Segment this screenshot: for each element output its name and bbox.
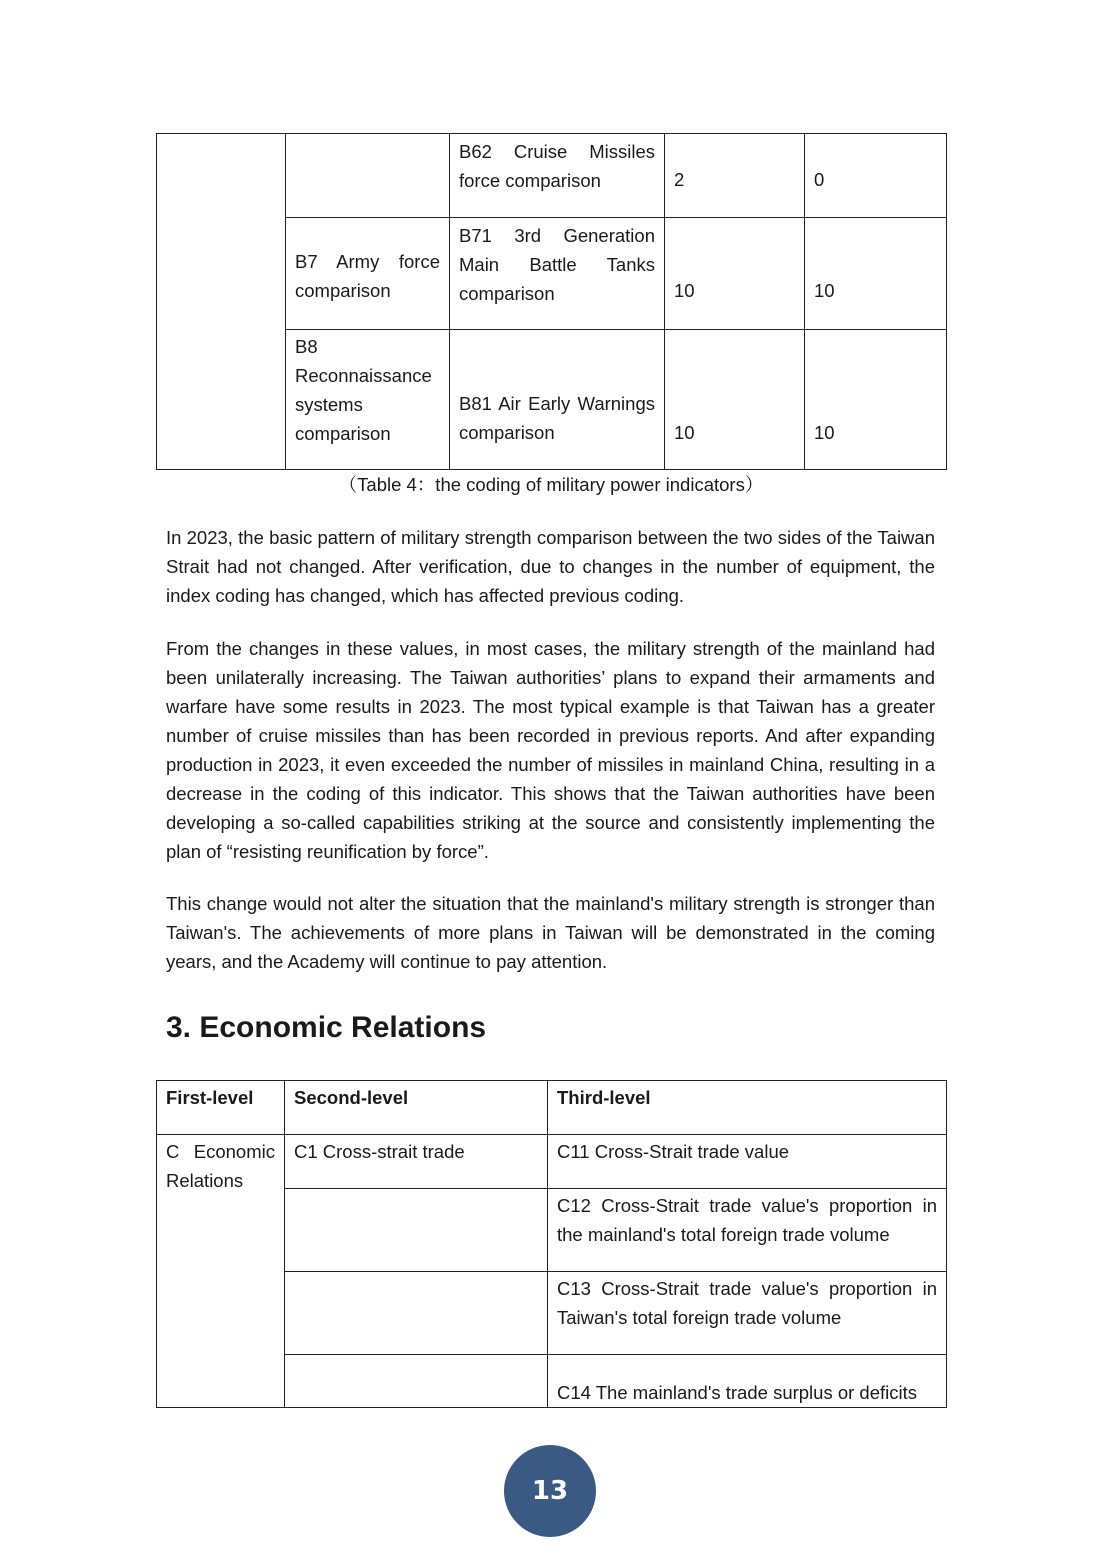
second-level-cell: [285, 1272, 548, 1355]
table-row: [157, 134, 947, 218]
table-header-row: [157, 1081, 947, 1135]
second-level-cell: [285, 1355, 548, 1408]
third-level-cell: C11 Cross-Strait trade value: [548, 1135, 947, 1189]
military-indicators-table: [156, 133, 947, 470]
third-level-cell: C12 Cross-Strait trade value's proportion in the mainland's total foreign trade volume: [548, 1189, 947, 1272]
value-cell: 10: [665, 218, 805, 330]
second-level-cell: [286, 134, 450, 218]
first-level-cell: [157, 134, 286, 470]
value-cell: 2: [665, 134, 805, 218]
value-cell: 0: [805, 134, 947, 218]
first-level-cell: C Economic Relations: [157, 1135, 285, 1408]
body-paragraph: From the changes in these values, in most cases, the military strength of the mainland had been unilaterally increasing. The Taiwan authorities’ plans to expand their armaments and warfare have some results in 2023. The most typical example is that Taiwan has a greater number of cruise missiles than has been recorded in previous reports. And after expanding production in 2023, it even exceeded the number of missiles in mainland China, resulting in a decrease in the coding of this indicator. This shows that the Taiwan authorities have been developing a so-called capabilities striking at the source and consistently implementing the plan of “resisting reunification by force”.: [166, 638, 935, 862]
body-paragraph: In 2023, the basic pattern of military strength comparison between the two sides of the Taiwan Strait had not changed. After verification, due to changes in the number of equipment, the index coding has changed, which has affected previous coding.: [166, 527, 935, 606]
third-level-cell: B62 Cruise Missiles force comparison: [450, 134, 665, 218]
section-heading: 3. Economic Relations: [166, 1011, 487, 1044]
third-level-cell: C13 Cross-Strait trade value's proportion in Taiwan's total foreign trade volume: [548, 1272, 947, 1355]
table-caption: （Table 4：the coding of military power indicators）: [338, 474, 764, 495]
table-row: [157, 1135, 947, 1189]
second-level-cell: B7 Army force comparison: [286, 218, 450, 330]
second-level-cell: [285, 1189, 548, 1272]
second-level-cell: C1 Cross-strait trade: [285, 1135, 548, 1189]
value-cell: 10: [805, 218, 947, 330]
third-level-cell: C14 The mainland's trade surplus or deficits: [548, 1355, 947, 1408]
column-header: First-level: [157, 1081, 285, 1135]
third-level-cell: B71 3rd Generation Main Battle Tanks comparison: [450, 218, 665, 330]
economic-indicators-table: [156, 1080, 947, 1408]
body-paragraph: This change would not alter the situation that the mainland's military strength is stronger than Taiwan's. The achievements of more plans in Taiwan will be demonstrated in the coming years, and the Academy will continue to pay attention.: [166, 893, 935, 972]
page-number-badge: 13: [504, 1445, 596, 1537]
column-header: Second-level: [285, 1081, 548, 1135]
value-cell: 10: [805, 330, 947, 470]
value-cell: 10: [665, 330, 805, 470]
third-level-cell: B81 Air Early Warnings comparison: [450, 330, 665, 470]
second-level-cell: B8 Reconnaissance systems comparison: [286, 330, 450, 470]
column-header: Third-level: [548, 1081, 947, 1135]
